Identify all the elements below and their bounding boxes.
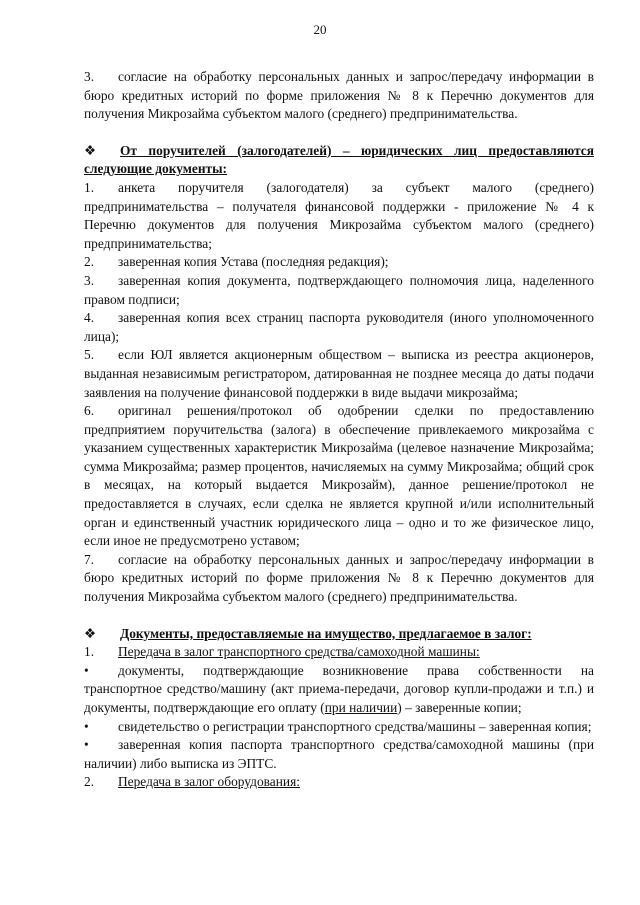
subsection-title: Передача в залог транспортного средства/самоходной машины:	[118, 644, 480, 660]
diamond-bullet-icon: ❖	[84, 142, 97, 158]
item-number: 3.	[84, 69, 95, 84]
item-number: 5.	[84, 347, 95, 363]
diamond-bullet-icon: ❖	[84, 625, 97, 641]
list-item	[84, 346, 594, 402]
list-item	[84, 402, 594, 551]
bullet-text-underlined: при наличии	[324, 700, 398, 715]
list-item	[84, 179, 594, 253]
subsection-title: Передача в залог оборудования:	[118, 774, 300, 790]
section-heading-guarantors	[84, 142, 594, 179]
item-number: 2.	[84, 774, 95, 790]
bullet-item	[84, 736, 594, 773]
page-number: 20	[313, 22, 327, 37]
item-number: 1.	[84, 179, 95, 195]
bullet-dot-icon: •	[84, 662, 89, 678]
guarantor-docs-list	[84, 179, 594, 607]
subsection-vehicle	[84, 643, 594, 662]
item-text: если ЮЛ является акционерным обществом – выписка из реестра акционеров, выданная независимым регистратором, датированная не позднее месяца до даты подачи заявления на получение финансовой поддержки в виде выдачи микрозайма;	[84, 347, 594, 400]
list-item	[84, 272, 594, 309]
item-number: 7.	[84, 551, 95, 567]
item-text: заверенная копия Устава (последняя редакция);	[118, 254, 389, 270]
heading-text: Документы, предоставляемые на имущество, предлагаемое в залог:	[120, 625, 532, 641]
list-item	[84, 253, 594, 272]
item-text: согласие на обработку персональных данных и запрос/передачу информации в бюро кредитных историй по форме приложения № 8 к Перечню документов для получения Микрозайма субъектом малого (среднего) предпринимательства.	[84, 69, 594, 122]
bullet-dot-icon: •	[84, 737, 89, 753]
bullet-text: заверенная копия паспорта транспортного средства/самоходной машины (при наличии) либо выписка из ЭПТС.	[84, 737, 594, 771]
bullet-text-before: документы, подтверждающие возникновение права собственности на транспортное средство/машину (акт приема-передачи, договор купли-продажи и т.п.) и документы, подтверждающие его оплату (	[84, 662, 594, 715]
subsection-equipment	[84, 773, 594, 792]
item-number: 2.	[84, 254, 95, 270]
document-body	[84, 68, 594, 792]
item-number: 6.	[84, 403, 95, 419]
item-text: заверенная копия всех страниц паспорта руководителя (иного уполномоченного лица);	[84, 310, 594, 344]
bullet-item	[84, 718, 594, 737]
list-item	[84, 309, 594, 346]
item-text: согласие на обработку персональных данных и запрос/передачу информации в бюро кредитных историй по форме приложения № 8 к Перечню документов для получения Микрозайма субъектом малого (среднего) предпринимательства.	[84, 551, 594, 605]
item-text: заверенная копия документа, подтверждающего полномочия лица, наделенного правом подписи;	[84, 272, 594, 307]
item-number: 3.	[84, 272, 95, 288]
list-item	[84, 68, 594, 124]
item-text: оригинал решения/протокол об одобрении сделки по предоставлению предприятием поручительства (залога) в обеспечение привлекаемого микрозайма с указанием существенных характеристик Микрозайма (целевое назначение Микрозайма; сумма Микрозайма; размер процентов, начисляемых на сумму Микрозайма; общий срок в месяцах, на который выдается Микрозайм), данное решение/протокол не предоставляется в случаях, если сделка не является крупной и/или исполнительный орган и единственный участник юридического лица – одно и то же физическое лицо, если иное не предусмотрено уставом;	[84, 403, 594, 549]
section-heading-collateral	[84, 625, 594, 644]
list-item	[84, 551, 594, 607]
heading-text: От поручителей (залогодателей) – юридических лиц предоставляются следующие документы:	[84, 142, 594, 177]
bullet-item	[84, 662, 594, 718]
item-number: 1.	[84, 644, 95, 660]
item-number: 4.	[84, 310, 95, 326]
bullet-text-after: ) – заверенные копии;	[397, 700, 522, 715]
bullet-text: свидетельство о регистрации транспортного средства/машины – заверенная копия;	[118, 718, 592, 734]
bullet-dot-icon: •	[84, 718, 89, 734]
item-text: анкета поручителя (залогодателя) за субъект малого (среднего) предпринимательства – получателя финансовой поддержки - приложение № 4 к Перечню документов для получения Микрозайма субъектом малого (среднего) предпринимательства;	[84, 179, 594, 251]
